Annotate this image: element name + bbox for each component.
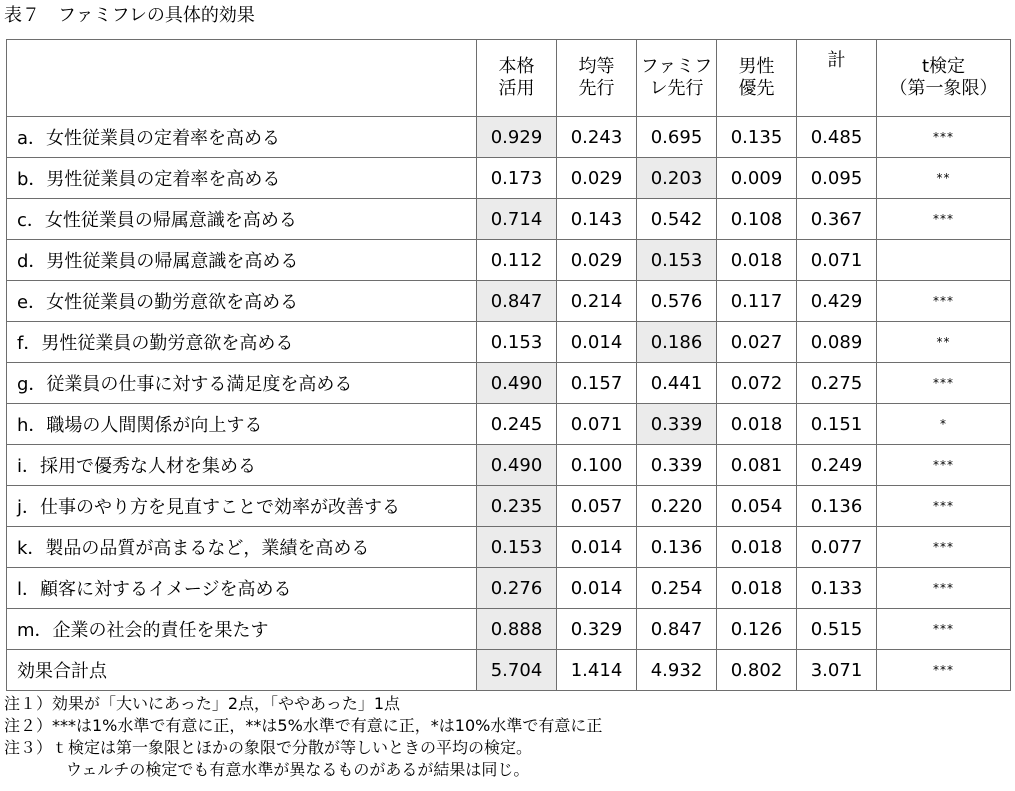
value-cell: 0.490 bbox=[477, 363, 557, 404]
value-cell: 0.135 bbox=[717, 117, 797, 158]
note-3-continuation: ウェルチの検定でも有意水準が異なるものがあるが結果は同じ。 bbox=[66, 760, 530, 779]
significance-cell: *** bbox=[877, 568, 1011, 609]
table-row bbox=[7, 199, 1011, 240]
value-cell: 0.009 bbox=[717, 158, 797, 199]
row-label: k．製品の品質が高まるなど，業績を高める bbox=[7, 527, 477, 568]
value-cell: 0.367 bbox=[797, 199, 877, 240]
significance-cell: * bbox=[877, 404, 1011, 445]
header-famifure bbox=[637, 40, 717, 117]
header-famifure-line2: レ先行 bbox=[649, 78, 704, 99]
value-cell: 0.014 bbox=[557, 527, 637, 568]
value-cell: 0.071 bbox=[557, 404, 637, 445]
value-cell: 0.136 bbox=[637, 527, 717, 568]
row-label: h．職場の人間関係が向上する bbox=[7, 404, 477, 445]
significance-cell: *** bbox=[877, 117, 1011, 158]
table-row bbox=[7, 486, 1011, 527]
value-cell: 0.429 bbox=[797, 281, 877, 322]
row-label: e．女性従業員の勤労意欲を高める bbox=[7, 281, 477, 322]
value-cell: 0.018 bbox=[717, 568, 797, 609]
row-label: a．女性従業員の定着率を高める bbox=[7, 117, 477, 158]
table-title: 表７ ファミフレの具体的効果 bbox=[4, 5, 255, 26]
value-cell: 0.276 bbox=[477, 568, 557, 609]
value-cell: 0.542 bbox=[637, 199, 717, 240]
value-cell: 0.220 bbox=[637, 486, 717, 527]
value-cell: 1.414 bbox=[557, 650, 637, 691]
value-cell: 0.153 bbox=[477, 322, 557, 363]
header-dansei bbox=[717, 40, 797, 117]
row-label: i．採用で優秀な人材を集める bbox=[7, 445, 477, 486]
value-cell: 0.249 bbox=[797, 445, 877, 486]
value-cell: 0.490 bbox=[477, 445, 557, 486]
table-body bbox=[7, 117, 1011, 691]
value-cell: 0.108 bbox=[717, 199, 797, 240]
value-cell: 0.235 bbox=[477, 486, 557, 527]
row-label: g．従業員の仕事に対する満足度を高める bbox=[7, 363, 477, 404]
row-label: c．女性従業員の帰属意識を高める bbox=[7, 199, 477, 240]
significance-cell: *** bbox=[877, 527, 1011, 568]
value-cell: 0.054 bbox=[717, 486, 797, 527]
value-cell: 0.847 bbox=[637, 609, 717, 650]
significance-cell: ** bbox=[877, 322, 1011, 363]
value-cell: 0.018 bbox=[717, 404, 797, 445]
value-cell: 4.932 bbox=[637, 650, 717, 691]
value-cell: 0.126 bbox=[717, 609, 797, 650]
header-ttest-line2: （第一象限） bbox=[889, 78, 998, 99]
row-label: l．顧客に対するイメージを高める bbox=[7, 568, 477, 609]
header-honkaku-line2: 活用 bbox=[498, 78, 535, 99]
header-total bbox=[797, 40, 877, 117]
value-cell: 0.081 bbox=[717, 445, 797, 486]
value-cell: 0.802 bbox=[717, 650, 797, 691]
value-cell: 0.339 bbox=[637, 445, 717, 486]
header-row bbox=[7, 40, 1011, 117]
header-label bbox=[7, 40, 477, 117]
value-cell: 0.214 bbox=[557, 281, 637, 322]
significance-cell: *** bbox=[877, 609, 1011, 650]
value-cell: 0.029 bbox=[557, 158, 637, 199]
value-cell: 0.112 bbox=[477, 240, 557, 281]
table-row bbox=[7, 527, 1011, 568]
note-3: 注３）ｔ検定は第一象限とほかの象限で分散が等しいときの平均の検定。 bbox=[4, 738, 533, 757]
row-label: d．男性従業員の帰属意識を高める bbox=[7, 240, 477, 281]
value-cell: 0.014 bbox=[557, 568, 637, 609]
value-cell: 0.485 bbox=[797, 117, 877, 158]
header-kinto-line2: 先行 bbox=[578, 78, 615, 99]
table-row bbox=[7, 117, 1011, 158]
header-famifure-line1: ファミフ bbox=[640, 56, 713, 77]
value-cell: 0.888 bbox=[477, 609, 557, 650]
header-dansei-line1: 男性 bbox=[738, 56, 775, 77]
header-dansei-line2: 優先 bbox=[738, 78, 775, 99]
value-cell: 0.275 bbox=[797, 363, 877, 404]
value-cell: 0.136 bbox=[797, 486, 877, 527]
notes bbox=[4, 693, 602, 781]
value-cell: 0.100 bbox=[557, 445, 637, 486]
value-cell: 0.095 bbox=[797, 158, 877, 199]
value-cell: 0.014 bbox=[557, 322, 637, 363]
value-cell: 0.089 bbox=[797, 322, 877, 363]
value-cell: 0.057 bbox=[557, 486, 637, 527]
value-cell: 0.576 bbox=[637, 281, 717, 322]
table-row bbox=[7, 650, 1011, 691]
table-row bbox=[7, 281, 1011, 322]
significance-cell: *** bbox=[877, 445, 1011, 486]
significance-cell: *** bbox=[877, 281, 1011, 322]
value-cell: 0.143 bbox=[557, 199, 637, 240]
value-cell: 0.018 bbox=[717, 240, 797, 281]
table-row bbox=[7, 322, 1011, 363]
header-ttest bbox=[877, 40, 1011, 117]
effects-table bbox=[6, 39, 1011, 691]
value-cell: 0.072 bbox=[717, 363, 797, 404]
value-cell: 0.027 bbox=[717, 322, 797, 363]
table-row bbox=[7, 158, 1011, 199]
table-row bbox=[7, 568, 1011, 609]
row-label: f．男性従業員の勤労意欲を高める bbox=[7, 322, 477, 363]
note-2: 注２）***は1%水準で有意に正，**は5%水準で有意に正，*は10%水準で有意に正 bbox=[4, 716, 603, 735]
value-cell: 0.254 bbox=[637, 568, 717, 609]
significance-cell: *** bbox=[877, 363, 1011, 404]
table-row bbox=[7, 240, 1011, 281]
row-label: 効果合計点 bbox=[7, 650, 477, 691]
table-row bbox=[7, 445, 1011, 486]
value-cell: 0.203 bbox=[637, 158, 717, 199]
header-honkaku-line1: 本格 bbox=[498, 56, 535, 77]
value-cell: 0.117 bbox=[717, 281, 797, 322]
value-cell: 0.018 bbox=[717, 527, 797, 568]
row-label: j．仕事のやり方を見直すことで効率が改善する bbox=[7, 486, 477, 527]
value-cell: 0.077 bbox=[797, 527, 877, 568]
significance-cell: *** bbox=[877, 199, 1011, 240]
note-1: 注１）効果が「大いにあった」2点，「ややあった」1点 bbox=[4, 694, 401, 713]
significance-cell: *** bbox=[877, 650, 1011, 691]
table-row bbox=[7, 609, 1011, 650]
table-row bbox=[7, 404, 1011, 445]
header-ttest-line1: t検定 bbox=[921, 56, 966, 77]
value-cell: 0.153 bbox=[637, 240, 717, 281]
value-cell: 0.173 bbox=[477, 158, 557, 199]
value-cell: 0.243 bbox=[557, 117, 637, 158]
value-cell: 3.071 bbox=[797, 650, 877, 691]
value-cell: 0.071 bbox=[797, 240, 877, 281]
value-cell: 0.133 bbox=[797, 568, 877, 609]
table-row bbox=[7, 363, 1011, 404]
value-cell: 0.847 bbox=[477, 281, 557, 322]
value-cell: 0.695 bbox=[637, 117, 717, 158]
header-kinto-line1: 均等 bbox=[578, 56, 615, 77]
value-cell: 0.929 bbox=[477, 117, 557, 158]
value-cell: 0.329 bbox=[557, 609, 637, 650]
value-cell: 5.704 bbox=[477, 650, 557, 691]
value-cell: 0.441 bbox=[637, 363, 717, 404]
row-label: b．男性従業員の定着率を高める bbox=[7, 158, 477, 199]
value-cell: 0.151 bbox=[797, 404, 877, 445]
value-cell: 0.029 bbox=[557, 240, 637, 281]
significance-cell: ** bbox=[877, 158, 1011, 199]
value-cell: 0.186 bbox=[637, 322, 717, 363]
value-cell: 0.515 bbox=[797, 609, 877, 650]
value-cell: 0.714 bbox=[477, 199, 557, 240]
value-cell: 0.153 bbox=[477, 527, 557, 568]
header-kinto bbox=[557, 40, 637, 117]
value-cell: 0.245 bbox=[477, 404, 557, 445]
value-cell: 0.339 bbox=[637, 404, 717, 445]
significance-cell: *** bbox=[877, 486, 1011, 527]
header-total-line1: 計 bbox=[827, 50, 846, 71]
row-label: m．企業の社会的責任を果たす bbox=[7, 609, 477, 650]
significance-cell bbox=[877, 240, 1011, 281]
header-honkaku bbox=[477, 40, 557, 117]
value-cell: 0.157 bbox=[557, 363, 637, 404]
